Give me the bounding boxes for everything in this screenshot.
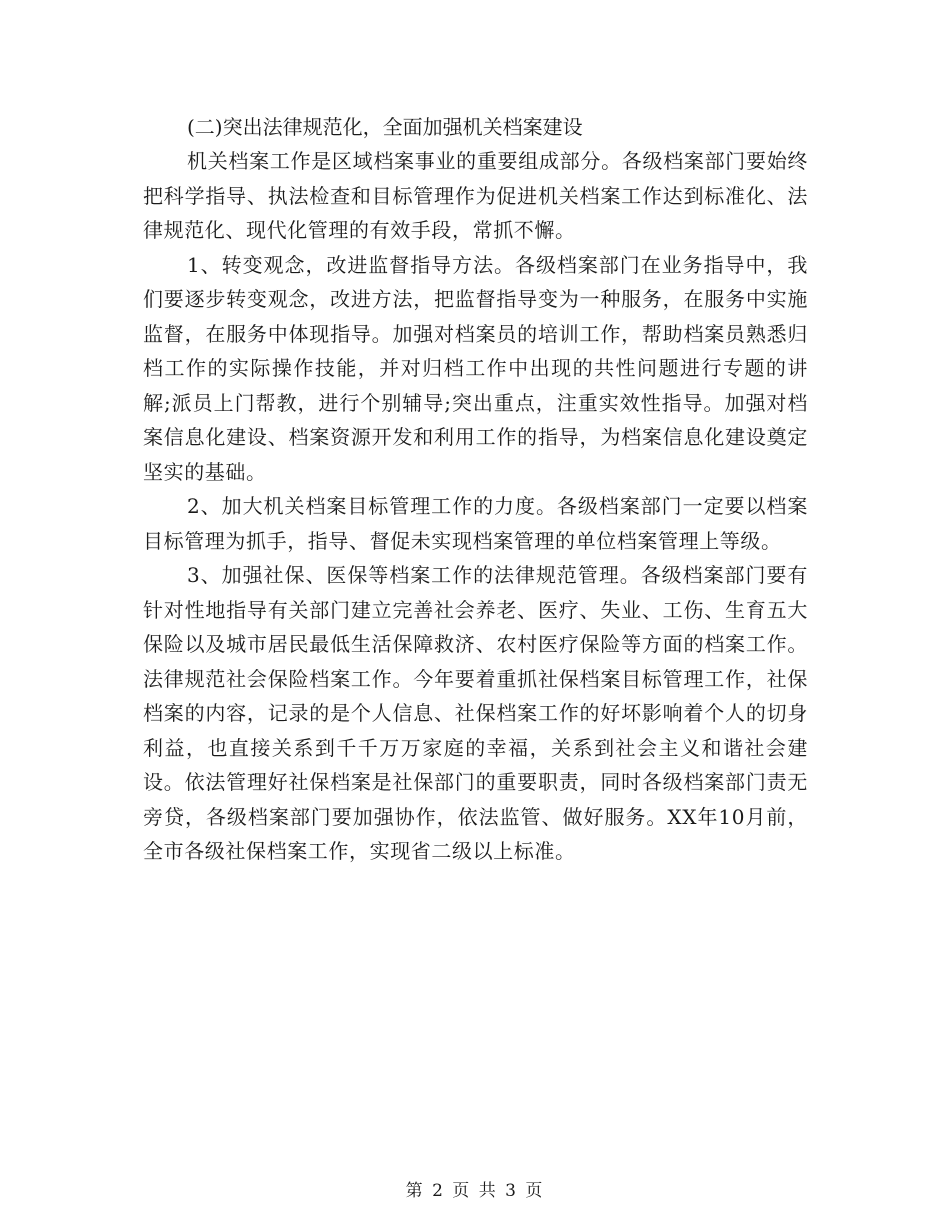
paragraph-item-3: 3、加强社保、医保等档案工作的法律规范管理。各级档案部门要有针对性地指导有关部门建立完善社会养老、医疗、失业、工伤、生育五大保险以及城市居民最低生活保障救济、农村医疗保险等方面的档案工作。法律规范社会保险档案工作。今年要着重抓社保档案目标管理工作，社保档案的内容，记录的是个人信息、社保档案工作的好坏影响着个人的切身利益，也直接关系到千千万万家庭的幸福，关系到社会主义和谐社会建设。依法管理好社保档案是社保部门的重要职责，同时各级档案部门责无旁贷，各级档案部门要加强协作，依法监管、做好服务。XX年10月前，全市各级社保档案工作，实现省二级以上标准。: [143, 563, 808, 863]
paragraph-item-1: 1、转变观念，改进监督指导方法。各级档案部门在业务指导中，我们要逐步转变观念，改进方法，把监督指导变为一种服务，在服务中实施监督，在服务中体现指导。加强对档案员的培训工作，帮助档案员熟悉归档工作的实际操作技能，并对归档工作中出现的共性问题进行专题的讲解;派员上门帮教，进行个别辅导;突出重点，注重实效性指导。加强对档案信息化建设、档案资源开发和利用工作的指导，为档案信息化建设奠定坚实的基础。: [143, 252, 808, 484]
paragraph-intro: 机关档案工作是区域档案事业的重要组成部分。各级档案部门要始终把科学指导、执法检查和目标管理作为促进机关档案工作达到标准化、法律规范化、现代化管理的有效手段，常抓不懈。: [143, 149, 808, 242]
section-heading: (二)突出法律规范化，全面加强机关档案建设: [187, 115, 583, 139]
document-body: [143, 110, 808, 869]
paragraph-item-2: 2、加大机关档案目标管理工作的力度。各级档案部门一定要以档案目标管理为抓手，指导、督促未实现档案管理的单位档案管理上等级。: [143, 494, 808, 553]
page-number: 第 2 页 共 3 页: [405, 1181, 545, 1201]
